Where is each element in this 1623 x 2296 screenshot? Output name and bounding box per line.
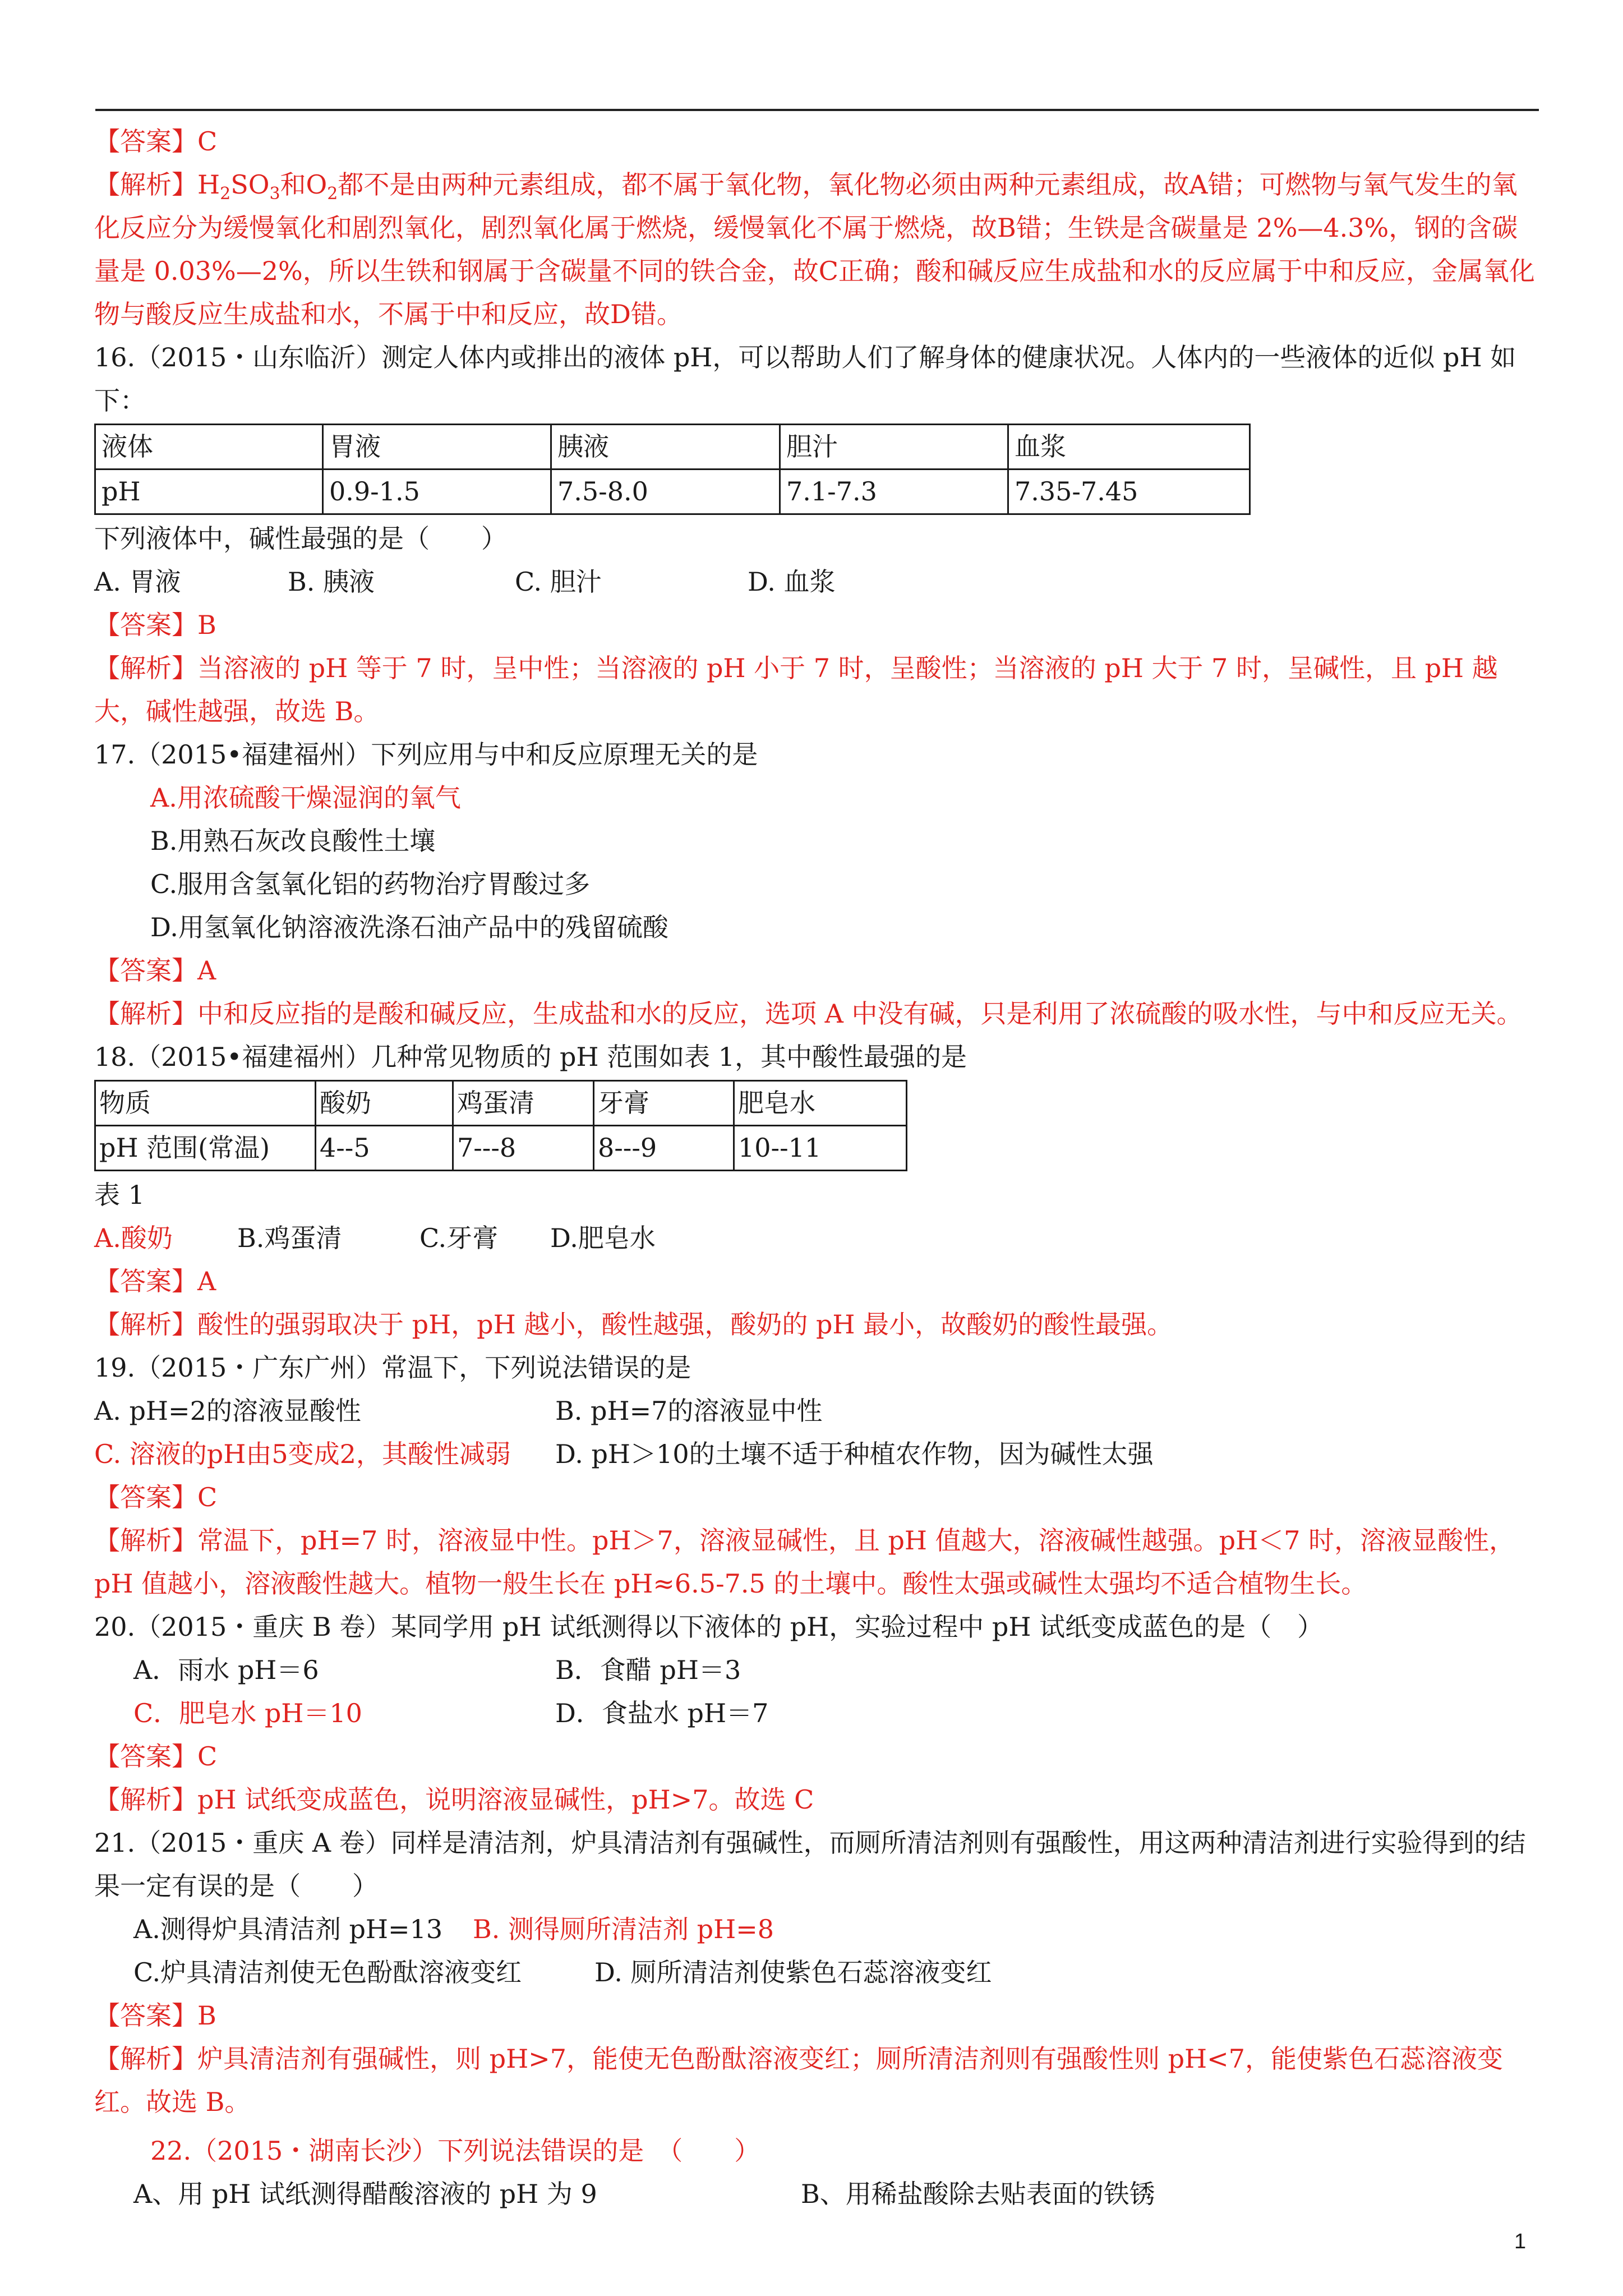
- question-16-options: [94, 560, 1541, 604]
- table-cell: 10--11: [734, 1126, 907, 1171]
- option-c: C.牙膏: [419, 1223, 499, 1253]
- table-cell: 物质: [95, 1081, 316, 1126]
- table-header-row: [95, 425, 1250, 470]
- table-cell: 胃液: [323, 425, 551, 470]
- answer-value: B: [197, 610, 216, 640]
- option-d: D.用氢氧化钠溶液洗涤石油产品中的残留硫酸: [150, 912, 668, 942]
- table-cell: 胰液: [551, 425, 780, 470]
- answer-value: B: [197, 2000, 216, 2031]
- table-caption: 表 1: [94, 1180, 145, 1210]
- table-cell: 血浆: [1008, 425, 1250, 470]
- option-c: C.服用含氢氧化铝的药物治疗胃酸过多: [150, 869, 591, 899]
- option-a: A. pH=2的溶液显酸性: [94, 1396, 361, 1426]
- question-20-options-row2: [94, 1692, 1541, 1735]
- answer-line: 【答案】C: [94, 126, 218, 157]
- answer-value: C: [197, 1482, 218, 1512]
- answer-line: 【答案】C: [94, 1482, 218, 1512]
- table-cell: 4--5: [316, 1126, 453, 1171]
- option-b: B. 测得厕所清洁剂 pH=8: [473, 1914, 774, 1944]
- analysis-paragraph: 【解析】酸性的强弱取决于 pH，pH 越小，酸性越强，酸奶的 pH 最小，故酸奶的酸性最强。: [94, 1309, 1173, 1340]
- option-c: C. 胆汁: [515, 567, 602, 597]
- table-row: [95, 470, 1250, 514]
- analysis-paragraph: 【解析】$H_2SO_3$和$O_2$都不是由两种元素组成，都不属于氧化物，氧化物必须由两种元素组成，故A错；可燃物与氧气发生的氧化反应分为缓慢氧化和剧烈氧化，剧烈氧化属于燃烧，缓慢氧化不属于燃烧，故B错；生铁是含碳量是 2%—4.3%，钢的含碳量是 0.03%—2%，所以生铁和钢属于含碳量不同的铁合金，故C正确；酸和碱反应生成盐和水的反应属于中和反应，金属氧化物与酸反应生成盐和水，不属于中和反应，故D错。: [94, 169, 1535, 329]
- analysis-paragraph: 【解析】当溶液的 pH 等于 7 时，呈中性；当溶液的 pH 小于 7 时，呈酸性；当溶液的 pH 大于 7 时，呈碱性，且 pH 越大，碱性越强，故选 B。: [94, 653, 1498, 726]
- table-row: [95, 1126, 907, 1171]
- question-22-options: [94, 2173, 1541, 2216]
- table-cell: pH: [95, 470, 323, 514]
- page-number: 1: [1514, 2230, 1527, 2253]
- option-d: D. 血浆: [748, 567, 836, 597]
- option-b: B．食醋 pH＝3: [555, 1655, 741, 1685]
- question-20-stem: 20.（2015・重庆 B 卷）某同学用 pH 试纸测得以下液体的 pH，实验过程中 pH 试纸变成蓝色的是（ ）: [94, 1612, 1324, 1642]
- table-cell: 8---9: [594, 1126, 734, 1171]
- option-d: D. pH＞10的土壤不适于种植农作物，因为碱性太强: [555, 1439, 1154, 1469]
- answer-line: 【答案】A: [94, 1266, 216, 1296]
- analysis-paragraph: 【解析】常温下，pH=7 时，溶液显中性。pH＞7，溶液显碱性，且 pH 值越大，溶液碱性越强。pH＜7 时，溶液显酸性，pH 值越小，溶液酸性越大。植物一般生长在 pH≈6.5-7.5 的土壤中。酸性太强或碱性太强均不适合植物生长。: [94, 1525, 1515, 1599]
- table-cell: 7---8: [453, 1126, 594, 1171]
- option-d: D．食盐水 pH＝7: [555, 1698, 769, 1728]
- question-22-stem: 22.（2015・湖南长沙）下列说法错误的是 （ ）: [150, 2136, 760, 2166]
- table-cell: 鸡蛋清: [453, 1081, 594, 1126]
- option-c: C．肥皂水 pH＝10: [133, 1698, 362, 1728]
- analysis-paragraph: 【解析】pH 试纸变成蓝色，说明溶液显碱性，pH>7。故选 C: [94, 1784, 814, 1815]
- option-a: A.用浓硫酸干燥湿润的氧气: [150, 783, 461, 813]
- question-21-stem: 21.（2015・重庆 A 卷）同样是清洁剂，炉具清洁剂有强碱性，而厕所清洁剂则有强酸性，用这两种清洁剂进行实验得到的结果一定有误的是（ ）: [94, 1828, 1526, 1901]
- question-21-options-row2: [94, 1951, 1541, 1994]
- ph-table-body-fluids: [94, 424, 1251, 515]
- table-cell: 胆汁: [780, 425, 1008, 470]
- question-21-options-row1: [94, 1908, 1541, 1951]
- question-18-stem: 18.（2015•福建福州）几种常见物质的 pH 范围如表 1，其中酸性最强的是: [94, 1042, 967, 1072]
- option-a: A、用 pH 试纸测得醋酸溶液的 pH 为 9: [133, 2179, 597, 2209]
- analysis-paragraph: 【解析】炉具清洁剂有强碱性，则 pH>7，能使无色酚酞溶液变红；厕所清洁剂则有强酸性则 pH<7，能使紫色石蕊溶液变红。故选 B。: [94, 2044, 1503, 2117]
- question-16-prompt: 下列液体中，碱性最强的是（ ）: [94, 523, 507, 554]
- answer-line: 【答案】A: [94, 955, 216, 986]
- table-cell: 酸奶: [316, 1081, 453, 1126]
- option-a: A. 胃液: [94, 567, 181, 597]
- option-b: B.用熟石灰改良酸性土壤: [150, 826, 436, 856]
- option-b: B、用稀盐酸除去贴表面的铁锈: [801, 2179, 1155, 2209]
- answer-value: C: [197, 1741, 218, 1772]
- table-cell: 7.35-7.45: [1008, 470, 1250, 514]
- option-c: C.炉具清洁剂使无色酚酞溶液变红: [133, 1957, 522, 1987]
- question-16-stem: 16.（2015・山东临沂）测定人体内或排出的液体 pH，可以帮助人们了解身体的健康状况。人体内的一些液体的近似 pH 如下：: [94, 342, 1516, 416]
- table-cell: 7.1-7.3: [780, 470, 1008, 514]
- answer-line: 【答案】C: [94, 1741, 218, 1772]
- table-cell: 7.5-8.0: [551, 470, 780, 514]
- option-d: D. 厕所清洁剂使紫色石蕊溶液变红: [594, 1957, 992, 1987]
- table-cell: 0.9-1.5: [323, 470, 551, 514]
- table-header-row: [95, 1081, 907, 1126]
- option-a: A.测得炉具清洁剂 pH=13: [133, 1914, 443, 1944]
- ph-table-substances: [94, 1080, 907, 1171]
- document-body: [94, 120, 1541, 2216]
- header-rule: [95, 109, 1539, 111]
- question-19-options-row1: [94, 1389, 1541, 1433]
- table-cell: 液体: [95, 425, 323, 470]
- question-19-stem: 19.（2015・广东广州）常温下，下列说法错误的是: [94, 1352, 691, 1383]
- answer-line: 【答案】B: [94, 2000, 216, 2031]
- answer-line: 【答案】B: [94, 610, 216, 640]
- option-b: B.鸡蛋清: [237, 1223, 342, 1253]
- question-20-options-row1: [94, 1649, 1541, 1692]
- analysis-paragraph: 【解析】中和反应指的是酸和碱反应，生成盐和水的反应，选项 A 中没有碱，只是利用了浓硫酸的吸水性，与中和反应无关。: [94, 999, 1523, 1029]
- table-cell: 牙膏: [594, 1081, 734, 1126]
- table-cell: pH 范围(常温): [95, 1126, 316, 1171]
- answer-value: A: [197, 1266, 216, 1296]
- option-a: A.酸奶: [94, 1223, 173, 1253]
- option-b: B. 胰液: [288, 567, 375, 597]
- question-17-stem: 17.（2015•福建福州）下列应用与中和反应原理无关的是: [94, 739, 758, 770]
- option-d: D.肥皂水: [550, 1223, 656, 1253]
- option-a: A．雨水 pH＝6: [133, 1655, 319, 1685]
- option-c: C. 溶液的pH由5变成2，其酸性减弱: [94, 1439, 511, 1469]
- answer-value: C: [197, 126, 218, 157]
- question-19-options-row2: [94, 1433, 1541, 1476]
- table-cell: 肥皂水: [734, 1081, 907, 1126]
- question-18-options: [94, 1217, 1541, 1260]
- answer-value: A: [197, 955, 216, 986]
- option-b: B. pH=7的溶液显中性: [555, 1396, 823, 1426]
